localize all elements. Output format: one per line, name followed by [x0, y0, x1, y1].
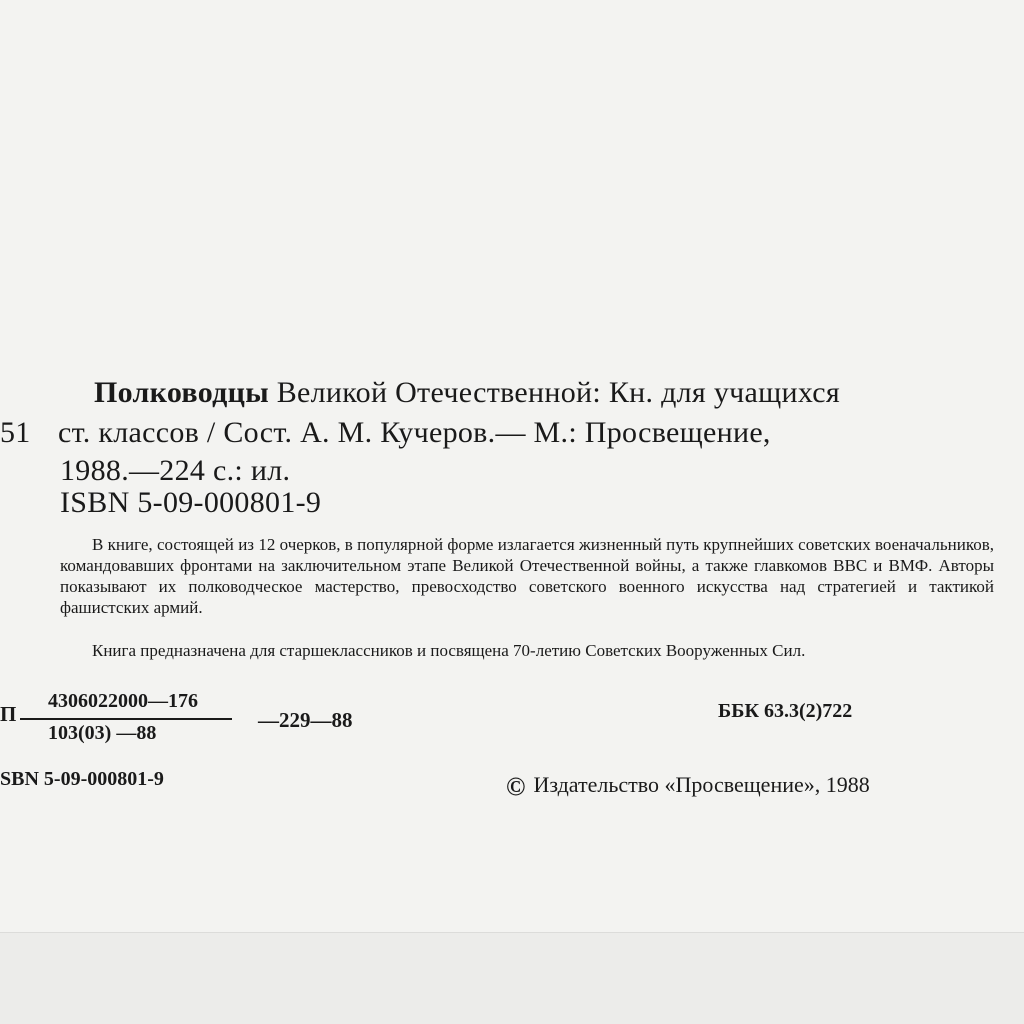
isbn-main: ISBN 5-09-000801-9 — [60, 486, 322, 519]
classification-denominator: 103(03) —88 — [48, 722, 157, 744]
classification-prefix: П — [0, 702, 17, 726]
copyright-line — [506, 772, 870, 802]
fraction-rule — [20, 718, 232, 720]
year-pages-line: 1988.—224 с.: ил. — [60, 454, 291, 487]
bibliographic-title-line — [94, 376, 840, 410]
bibliographic-line-2 — [0, 416, 771, 450]
book-title-bold: Полководцы — [94, 376, 269, 409]
copyright-text: Издательство «Просвещение», 1988 — [533, 772, 870, 797]
copyright-icon: © — [506, 772, 526, 801]
page-bottom-edge — [0, 932, 1024, 1024]
classification-suffix: —229—88 — [258, 708, 353, 732]
call-number: 51 — [0, 416, 31, 449]
isbn-bottom: SBN 5-09-000801-9 — [0, 768, 164, 790]
compiler-publisher-text: ст. классов / Сост. А. М. Кучеров.— М.: Просвещение, — [58, 416, 771, 449]
bbk-code: ББК 63.3(2)722 — [718, 700, 853, 722]
annotation-paragraph-2: Книга предназначена для старшеклассников и посвящена 70-летию Советских Вооруженных Сил. — [92, 641, 806, 660]
title-line-rest: Великой Отечественной: Кн. для учащихся — [268, 376, 841, 409]
annotation-paragraph-1: В книге, состоящей из 12 очерков, в популярной форме излагается жизненный путь крупнейших советских военачальников, командовавших фронтами на заключительном этапе Великой Отечественной войны, а также главкомов ВВС и ВМФ. Авторы показывают их полководческое мастерство, превосходство советского военного искусства над стратегией и тактикой фашистских армий. — [60, 535, 994, 617]
classification-numerator: 4306022000—176 — [48, 690, 198, 712]
